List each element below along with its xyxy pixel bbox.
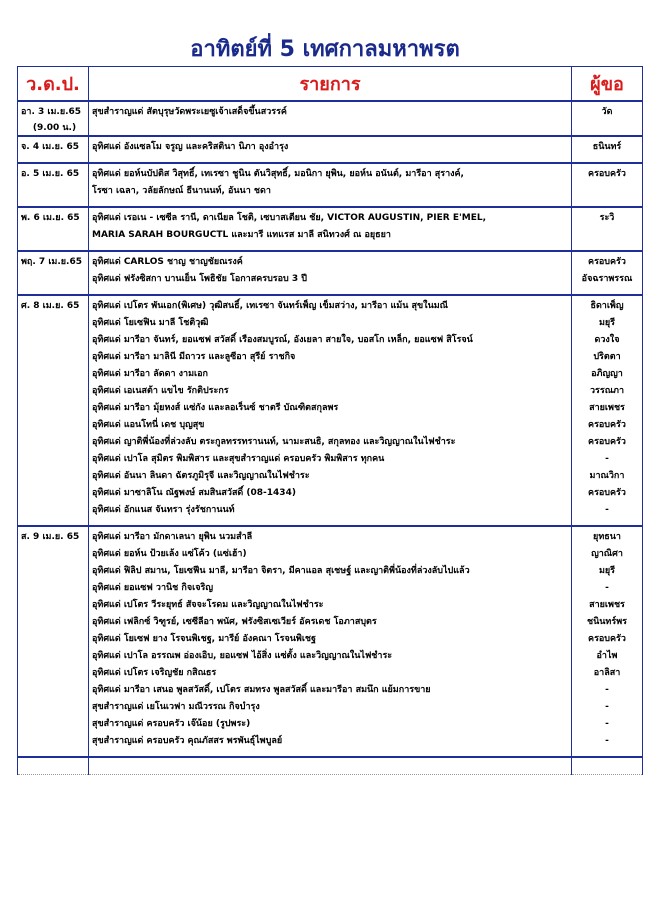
intention-line: อุทิศแด่ ยอแซฟ วานิช กิจเจริญ	[92, 583, 213, 593]
item-cell	[89, 136, 572, 163]
requester-name: ดวงใจ	[594, 335, 620, 345]
date-text: อา. 3 เม.ย.65	[21, 107, 82, 117]
date-cell	[18, 295, 89, 526]
intention-line: อุทิศแด่ มารีอา ลัดดา งามเอก	[92, 369, 208, 379]
requester-name: อัจฉราพรรณ	[581, 274, 633, 284]
item-cell	[89, 207, 572, 251]
requester-name: ครอบครัว	[588, 437, 626, 447]
requester-name: สายเพชร	[589, 600, 625, 610]
date-cell	[18, 136, 89, 163]
requester-name: ระวิ	[599, 213, 615, 223]
empty-cell	[89, 757, 572, 775]
item-cell	[89, 526, 572, 757]
intention-line: อุทิศแด่ มารีอา จันทร์, ยอแซฟ สวัสดิ์ เรืองสมบูรณ์, อังเยลา สายใจ, บอสโก เหล็ก, ยอแซฟ สิโรจน์	[92, 335, 473, 345]
date-text: ศ. 8 เม.ย. 65	[21, 301, 80, 311]
table-body	[18, 101, 643, 775]
header-date: ว.ด.ป.	[18, 67, 89, 102]
intention-line: อุทิศแด่ เฟลิกซ์ วิฑูรย์, เซซีลีอา พนัศ, ฟรังซิสเซเวียร์ อัครเดช โอภาสบุตร	[92, 617, 377, 627]
requester-name: -	[605, 702, 609, 712]
date-cell	[18, 526, 89, 757]
requester-name: มยุรี	[598, 318, 616, 328]
intention-line: อุทิศแด่ CARLOS ชาญ ชาญชัยณรงค์	[92, 257, 243, 267]
requester-name: ยุทธนา	[593, 532, 621, 542]
requester-name: ธนินทร์	[592, 142, 622, 152]
intention-line: สุขสำราญแด่ เยโนเวฟา มณีวรรณ กิจบำรุง	[92, 702, 260, 712]
table-row	[18, 295, 643, 526]
requester-cell	[572, 251, 643, 295]
intention-line: อุทิศแด่ เปโตร เจริญชัย กสิณธร	[92, 668, 217, 678]
requester-name: สายเพชร	[589, 403, 625, 413]
intention-line: อุทิศแด่ มารีอา มาลินี มีถาวร และลูซีอา สุรีย์ ราชกิจ	[92, 352, 296, 362]
item-cell	[89, 163, 572, 207]
requester-cell	[572, 295, 643, 526]
requester-name: ครอบครัว	[588, 169, 626, 179]
intention-line: อุทิศแด่ เปาโล อรรณพ อ่องเอิบ, ยอแซฟ ไอ้สิ่ง แซ่ตั้ง และวิญญาณในไฟชำระ	[92, 651, 393, 661]
date-text: ส. 9 เม.ย. 65	[21, 532, 80, 542]
intention-line: อุทิศแด่ เปโตร พันเอก(พิเศษ) วุฒิสนธิ์, เทเรซา จันทร์เพ็ญ เข็มสว่าง, มารีอา แม้น สุขในมณี	[92, 301, 449, 311]
date-cell	[18, 207, 89, 251]
requester-cell	[572, 101, 643, 136]
empty-table-row	[18, 757, 643, 775]
requester-name: ธิดาเพ็ญ	[590, 301, 624, 311]
table-row	[18, 136, 643, 163]
empty-cell	[572, 757, 643, 775]
table-row	[18, 251, 643, 295]
header-item: รายการ	[89, 67, 572, 102]
requester-name: ชนินทร์พร	[587, 617, 627, 627]
requester-cell	[572, 207, 643, 251]
requester-name: -	[605, 719, 609, 729]
intention-line: อุทิศแด่ ยอห์น ป้วยเล้ง แซ่โค้ว (แซ่เฮ้า)	[92, 549, 247, 559]
requester-name: ญาณิศา	[591, 549, 623, 559]
requester-name: อภิญญา	[591, 369, 623, 379]
requester-name: -	[605, 736, 609, 746]
date-text: พฤ. 7 เม.ย.65	[21, 257, 82, 267]
requester-name: มยุรี	[598, 566, 616, 576]
date-cell	[18, 251, 89, 295]
table-row	[18, 163, 643, 207]
intention-line: อุทิศแด่ เอเนสต้า แขไข รักติประกร	[92, 386, 229, 396]
intention-line: สุขสำราญแด่ ครอบครัว เจ๊น้อย (รูปพระ)	[92, 719, 251, 729]
intention-line: อุทิศแด่ เปโตร วีระยุทธ์ สัจจะโรดม และวิญญาณในไฟชำระ	[92, 600, 324, 610]
date-text: จ. 4 เม.ย. 65	[21, 142, 79, 152]
intention-line: สุขสำราญแด่ สัตบุรุษวัดพระเยซูเจ้าเสด็จขึ้นสวรรค์	[92, 107, 287, 117]
intention-line: อุทิศแด่ มาซาลิโน ณัฐพงษ์ สมสินสวัสดิ์ (08-1434)	[92, 488, 296, 498]
date-cell	[18, 163, 89, 207]
requester-name: ครอบครัว	[588, 257, 626, 267]
mass-intention-table	[17, 66, 643, 775]
intention-line: อุทิศแด่ แอนโทนี่ เดช บุญสุข	[92, 420, 205, 430]
requester-name: -	[605, 583, 609, 593]
item-cell	[89, 101, 572, 136]
date-cell	[18, 101, 89, 136]
intention-line: อุทิศแด่ ญาติพี่น้องที่ล่วงลับ ตระกูลทรรทรานนท์, นามะสนธิ, สกุลทอง และวิญญาณในไฟชำระ	[92, 437, 456, 447]
requester-name: ปริตตา	[593, 352, 621, 362]
intention-line: สุขสำราญแด่ ครอบครัว คุณภัสสร พรพันธุ์ไพบูลย์	[92, 736, 283, 746]
table-header-row	[18, 67, 643, 102]
intention-line: อุทิศแด่ ฟรังซิสกา บานเย็น โพธิชัย โอกาสครบรอบ 3 ปี	[92, 274, 307, 284]
intention-line: อุทิศแด่ มารีอา มุ้ยหงส์ แซ่กัง และลอเร็นซ์ ชาตรี บัณฑิตสกุลพร	[92, 403, 339, 413]
intention-line: อุทิศแด่ มารีอา มักดาเลนา ยุพิน นวมสำลี	[92, 532, 253, 542]
intention-line: อุทิศแด่ อังแซลโม จรูญ และคริสตินา นิภา อุงอำรุง	[92, 142, 289, 152]
mass-intention-table-wrapper	[17, 66, 642, 775]
requester-cell	[572, 136, 643, 163]
requester-name: -	[605, 454, 609, 464]
requester-cell	[572, 163, 643, 207]
item-cell	[89, 251, 572, 295]
intention-line: MARIA SARAH BOURGUCTL และมารี แทแรส มาลี สนิทวงศ์ ณ อยุธยา	[92, 230, 391, 240]
requester-name: -	[605, 685, 609, 695]
date-text: อ. 5 เม.ย. 65	[21, 169, 80, 179]
requester-name: ครอบครัว	[588, 488, 626, 498]
requester-name: อาลิสา	[593, 668, 621, 678]
intention-line: อุทิศแด่ โยเซฟิน มาลี โชติวุฒิ	[92, 318, 209, 328]
table-row	[18, 101, 643, 136]
empty-cell	[18, 757, 89, 775]
intention-line: อุทิศแด่ โยเซฟ ยาง โรจนพิเชฐ, มารีย์ อังคณา โรจนพิเชฐ	[92, 634, 316, 644]
requester-name: วรรณภา	[589, 386, 625, 396]
date-time-text: (9.00 น.)	[32, 123, 77, 133]
intention-line: โรซา เฉลา, วลัยลักษณ์ ธีนานนท์, อันนา ชดา	[92, 186, 271, 196]
table-row	[18, 207, 643, 251]
table-row	[18, 526, 643, 757]
intention-line: อุทิศแด่ เปาโล สุมิตร พิมพิสาร และสุขสำราญแด่ ครอบครัว พิมพิสาร ทุกคน	[92, 454, 385, 464]
header-requester: ผู้ขอ	[572, 67, 643, 102]
intention-line: อุทิศแด่ อันนา ลินดา ฉัตรภูมิรุจี และวิญญาณในไฟชำระ	[92, 471, 310, 481]
page-title: อาทิตย์ที่ 5 เทศกาลมหาพรต	[190, 37, 460, 62]
requester-name: อำไพ	[596, 651, 618, 661]
intention-line: อุทิศแด่ มารีอา เสนอ พูลสวัสดิ์, เปโตร สมทรง พูลสวัสดิ์ และมารีอา สมนึก แย้มการขาย	[92, 685, 431, 695]
item-cell	[89, 295, 572, 526]
intention-line: อุทิศแด่ ฟิลิป สมาน, โยเซฟีน มาลี, มารีอา จิตรา, มีคาแอล สุเชษฐ์ และญาติพี่น้องที่ล่วงลับไปแล้ว	[92, 566, 470, 576]
requester-name: ครอบครัว	[588, 634, 626, 644]
requester-name: -	[605, 505, 609, 515]
intention-line: อุทิศแด่ เรอเน - เซซีล รานี, ดาเนียล โชติ, เซบาสเตียน ชัย, VICTOR AUGUSTIN, PIER E'MEL,	[92, 213, 486, 223]
requester-name: มาณวิกา	[589, 471, 625, 481]
date-text: พ. 6 เม.ย. 65	[21, 213, 80, 223]
intention-line: อุทิศแด่ อักแนส จันทรา รุ่งรัชกานนท์	[92, 505, 235, 515]
requester-name: ครอบครัว	[588, 420, 626, 430]
intention-line: อุทิศแด่ ยอห์นบัปติส วิสุทธิ์, เทเรซา ชูนิน ตันวิสุทธิ์, มอนิกา ยุพิน, ยอห์น อนันต์, มารีอา สุรางค์,	[92, 169, 464, 179]
requester-name: วัด	[601, 107, 613, 117]
requester-cell	[572, 526, 643, 757]
